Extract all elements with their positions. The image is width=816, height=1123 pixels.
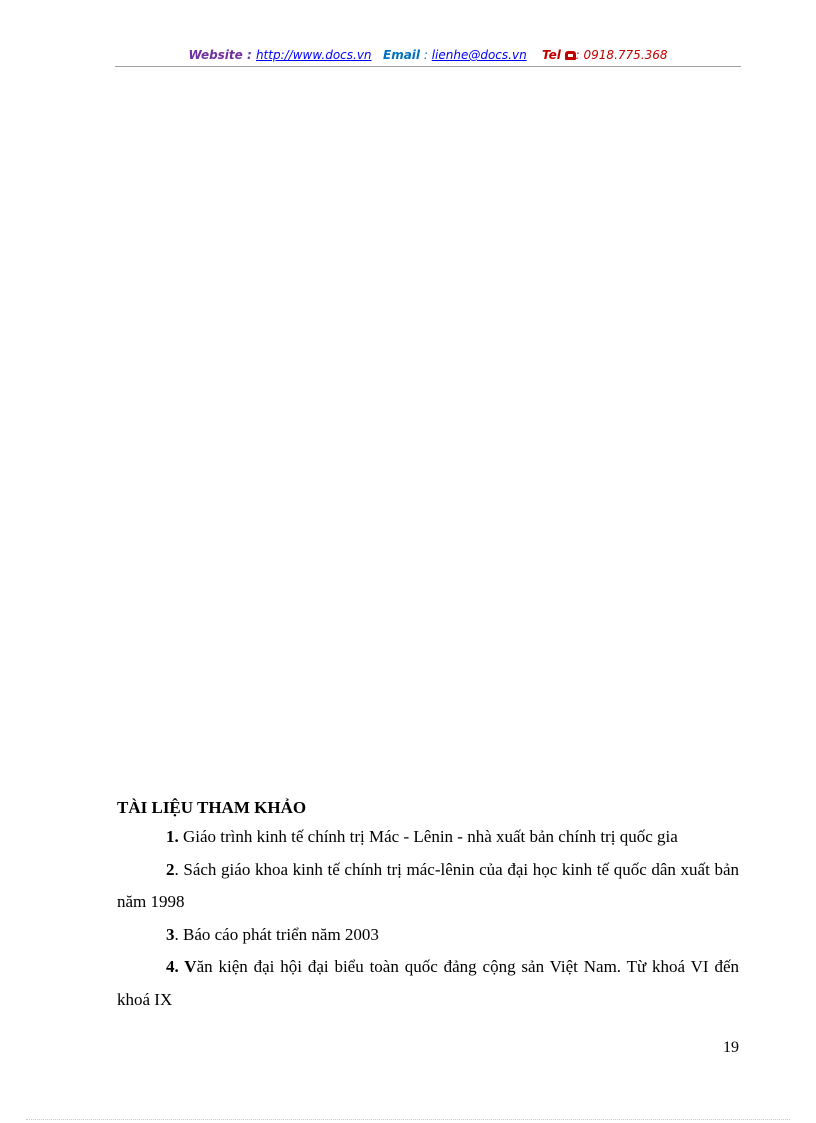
reference-number: 4. V: [166, 957, 197, 976]
reference-text: ăn kiện đại hội đại biểu toàn quốc đảng cộng sản Việt Nam. Từ khoá VI đến khoá IX: [117, 957, 739, 1009]
email-label: Email: [383, 48, 421, 62]
reference-item: [117, 821, 739, 854]
website-label: Website :: [188, 48, 256, 62]
reference-number: 3: [166, 924, 175, 944]
reference-item: [117, 951, 739, 1016]
reference-text: . Sách giáo khoa kinh tế chính trị mác-lênin của đại học kinh tế quốc dân xuất bản năm 1998: [117, 859, 739, 911]
tel-value: : 0918.775.368: [575, 48, 668, 62]
website-link[interactable]: http://www.docs.vn: [255, 48, 372, 62]
reference-item: [117, 854, 739, 919]
reference-text: . Báo cáo phát triển năm 2003: [174, 924, 379, 944]
reference-number: 1.: [166, 827, 179, 846]
page-number: 19: [723, 1039, 739, 1056]
email-link[interactable]: lienhe@docs.vn: [431, 48, 527, 62]
references-section: [117, 795, 739, 1016]
reference-text: Giáo trình kinh tế chính trị Mác - Lênin - nhà xuất bản chính trị quốc gia: [178, 827, 678, 846]
header-divider: [115, 66, 741, 67]
email-separator: :: [420, 48, 432, 62]
reference-number: 2: [166, 859, 175, 879]
page-header: [115, 47, 741, 63]
tel-label: Tel: [541, 48, 561, 62]
references-heading: TÀI LIỆU THAM KHẢO: [117, 798, 307, 817]
footer-divider: [26, 1119, 790, 1120]
reference-item: [117, 919, 739, 952]
phone-icon: [565, 51, 576, 60]
